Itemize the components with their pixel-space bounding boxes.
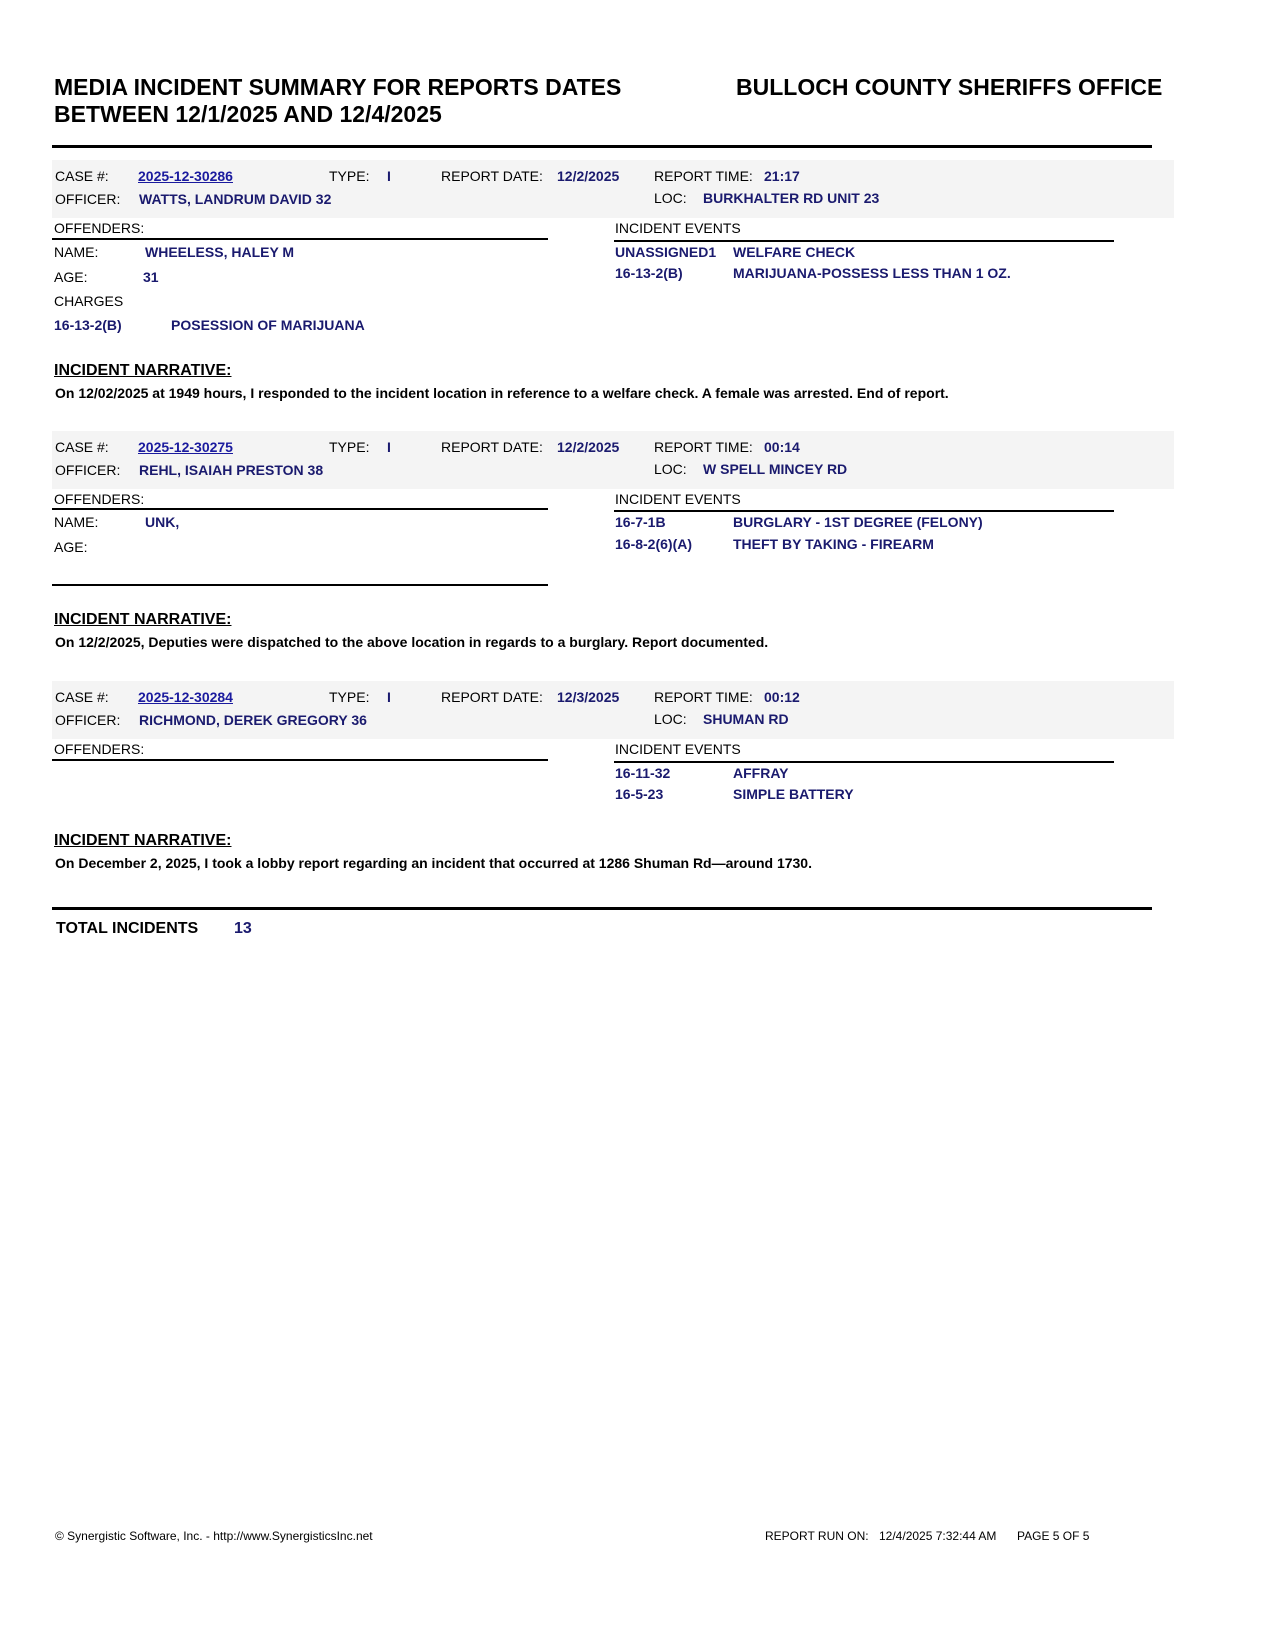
offender-age: 31 xyxy=(143,269,159,285)
incident-events-label: INCIDENT EVENTS xyxy=(615,491,741,507)
narrative-text: On 12/2/2025, Deputies were dispatched to the above location in regards to a burglary. Report documented. xyxy=(55,634,769,650)
case-label: CASE #: xyxy=(55,689,109,705)
offenders-underline xyxy=(52,508,548,510)
narrative-text: On December 2, 2025, I took a lobby report regarding an incident that occurred at 1286 Shuman Rd—around 1730. xyxy=(55,855,812,871)
footer-run-label: REPORT RUN ON: xyxy=(765,1529,869,1543)
report-date-label: REPORT DATE: xyxy=(441,689,543,705)
incident-events-underline xyxy=(614,510,1114,512)
type-value: I xyxy=(387,439,391,455)
report-time-value: 00:12 xyxy=(764,689,800,705)
loc-value: SHUMAN RD xyxy=(703,711,789,727)
charge-description: POSESSION OF MARIJUANA xyxy=(171,317,365,333)
event-code: 16-7-1B xyxy=(615,514,666,530)
total-incidents-value: 13 xyxy=(234,920,252,937)
narrative-heading: INCIDENT NARRATIVE: xyxy=(54,611,232,628)
loc-label: LOC: xyxy=(654,461,687,477)
report-date-value: 12/2/2025 xyxy=(557,439,620,455)
name-label: NAME: xyxy=(54,244,99,260)
case-number-link[interactable]: 2025-12-30284 xyxy=(138,689,233,705)
type-label: TYPE: xyxy=(329,439,370,455)
case-number-link[interactable]: 2025-12-30286 xyxy=(138,168,233,184)
offenders-label: OFFENDERS: xyxy=(54,220,145,236)
event-code: 16-5-23 xyxy=(615,786,664,802)
loc-label: LOC: xyxy=(654,190,687,206)
loc-value: BURKHALTER RD UNIT 23 xyxy=(703,190,880,206)
incident-events-underline xyxy=(614,761,1114,763)
offenders-underline xyxy=(52,238,548,240)
officer-value: WATTS, LANDRUM DAVID 32 xyxy=(139,191,332,207)
footer-copyright: © Synergistic Software, Inc. - http://www.SynergisticsInc.net xyxy=(55,1529,373,1543)
age-label: AGE: xyxy=(54,269,88,285)
offenders-bottom-rule xyxy=(52,584,548,586)
charge-code: 16-13-2(B) xyxy=(54,317,122,333)
report-time-label: REPORT TIME: xyxy=(654,689,753,705)
narrative-heading: INCIDENT NARRATIVE: xyxy=(54,362,232,379)
report-title-line2: BETWEEN 12/1/2025 AND 12/4/2025 xyxy=(54,101,442,127)
total-incidents-label: TOTAL INCIDENTS xyxy=(56,920,199,937)
event-code: 16-11-32 xyxy=(615,765,671,781)
offender-name: WHEELESS, HALEY M xyxy=(145,244,295,260)
type-label: TYPE: xyxy=(329,168,370,184)
agency-name: BULLOCH COUNTY SHERIFFS OFFICE xyxy=(736,74,1163,100)
officer-label: OFFICER: xyxy=(55,712,121,728)
type-value: I xyxy=(387,168,391,184)
event-code: UNASSIGNED1 xyxy=(615,244,717,260)
incident-events-label: INCIDENT EVENTS xyxy=(615,220,741,236)
officer-value: REHL, ISAIAH PRESTON 38 xyxy=(139,462,324,478)
report-time-label: REPORT TIME: xyxy=(654,439,753,455)
officer-label: OFFICER: xyxy=(55,191,121,207)
offenders-underline xyxy=(52,759,548,761)
offenders-label: OFFENDERS: xyxy=(54,741,145,757)
incident-events-label: INCIDENT EVENTS xyxy=(615,741,741,757)
event-code: 16-8-2(6)(A) xyxy=(615,536,693,552)
offenders-label: OFFENDERS: xyxy=(54,491,145,507)
loc-label: LOC: xyxy=(654,711,687,727)
event-description: MARIJUANA-POSSESS LESS THAN 1 OZ. xyxy=(733,265,1011,281)
type-value: I xyxy=(387,689,391,705)
report-date-label: REPORT DATE: xyxy=(441,439,543,455)
report-date-label: REPORT DATE: xyxy=(441,168,543,184)
event-description: AFFRAY xyxy=(733,765,789,781)
name-label: NAME: xyxy=(54,514,99,530)
header-divider xyxy=(52,145,1152,148)
report-time-label: REPORT TIME: xyxy=(654,168,753,184)
offender-name: UNK, xyxy=(145,514,180,530)
officer-value: RICHMOND, DEREK GREGORY 36 xyxy=(139,712,367,728)
event-code: 16-13-2(B) xyxy=(615,265,683,281)
age-label: AGE: xyxy=(54,539,88,555)
event-description: THEFT BY TAKING - FIREARM xyxy=(733,536,934,552)
report-date-value: 12/3/2025 xyxy=(557,689,620,705)
officer-label: OFFICER: xyxy=(55,462,121,478)
charges-label: CHARGES xyxy=(54,293,124,309)
report-date-value: 12/2/2025 xyxy=(557,168,620,184)
type-label: TYPE: xyxy=(329,689,370,705)
report-time-value: 00:14 xyxy=(764,439,800,455)
narrative-text: On 12/02/2025 at 1949 hours, I responded to the incident location in reference to a welfare check. A female was arrested. End of report. xyxy=(55,385,949,401)
case-number-link[interactable]: 2025-12-30275 xyxy=(138,439,233,455)
totals-divider xyxy=(52,907,1152,910)
event-description: SIMPLE BATTERY xyxy=(733,786,854,802)
event-description: BURGLARY - 1ST DEGREE (FELONY) xyxy=(733,514,983,530)
case-label: CASE #: xyxy=(55,439,109,455)
footer-run-value: 12/4/2025 7:32:44 AM xyxy=(879,1529,997,1543)
incident-events-underline xyxy=(614,240,1114,242)
case-label: CASE #: xyxy=(55,168,109,184)
loc-value: W SPELL MINCEY RD xyxy=(703,461,848,477)
event-description: WELFARE CHECK xyxy=(733,244,856,260)
footer-page-number: PAGE 5 OF 5 xyxy=(1017,1529,1090,1543)
narrative-heading: INCIDENT NARRATIVE: xyxy=(54,832,232,849)
report-title-line1: MEDIA INCIDENT SUMMARY FOR REPORTS DATES xyxy=(54,74,622,100)
report-time-value: 21:17 xyxy=(764,168,800,184)
